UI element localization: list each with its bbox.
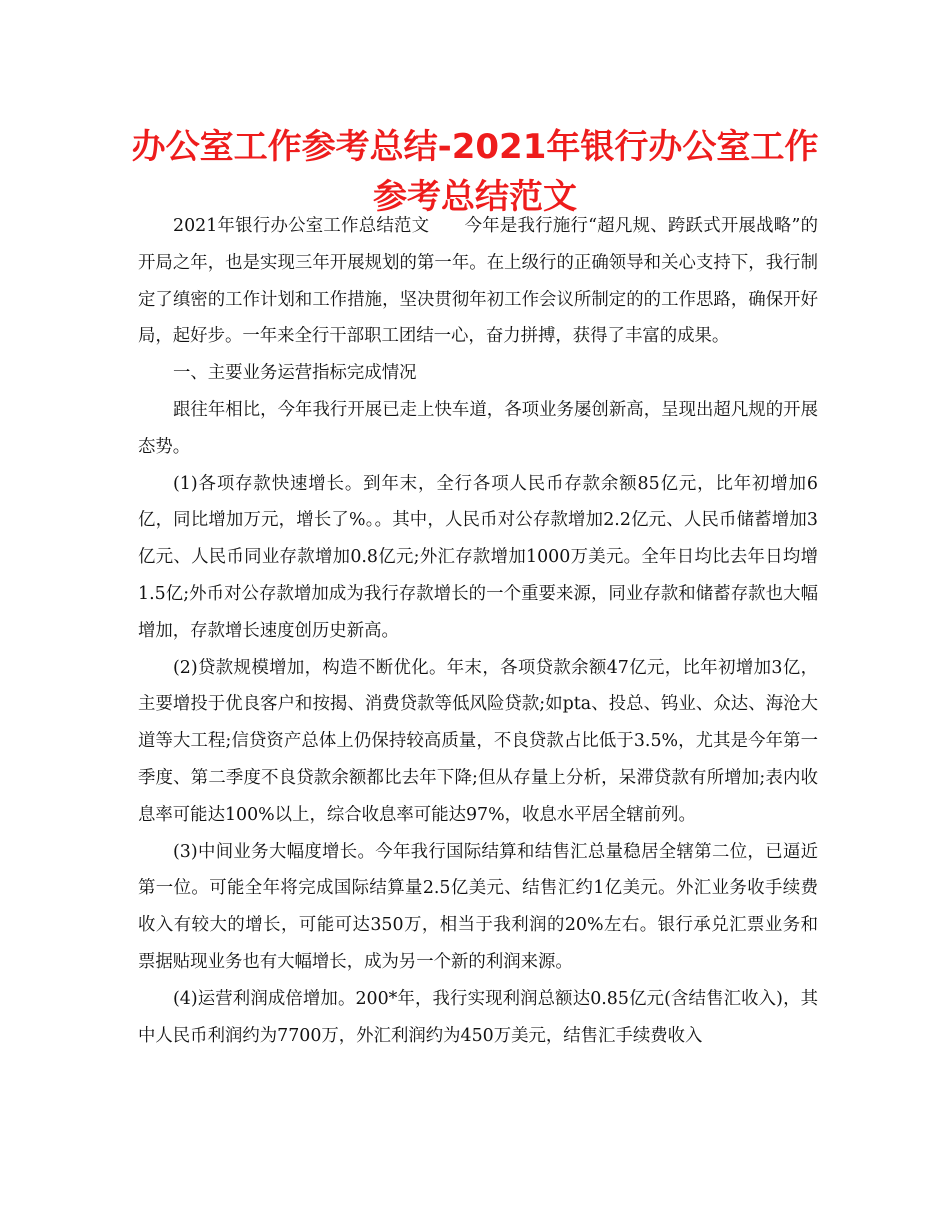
paragraph-deposits: (1)各项存款快速增长。到年末，全行各项人民币存款余额85亿元，比年初增加6亿，同比增加万元，增长了%。。其中，人民币对公存款增加2.2亿元、人民币储蓄增加3亿元、人民币同业存款增加0.8亿元;外汇存款增加1000万美元。全年日均比去年日均增1.5亿;外币对公存款增加成为我行存款增长的一个重要来源，同业存款和储蓄存款也大幅增加，存款增长速度创历史新高。	[138, 473, 818, 641]
paragraph-intro: 2021年银行办公室工作总结范文 今年是我行施行“超凡规、跨跃式开展战略”的开局之年，也是实现三年开展规划的第一年。在上级行的正确领导和关心支持下，我行制定了缜密的工作计划和工作措施，坚决贯彻年初工作会议所制定的的工作思路，确保开好局，起好步。一年来全行干部职工团结一心，奋力拼搏，获得了丰富的成果。	[138, 216, 818, 347]
document-body	[138, 208, 818, 1054]
section-heading: 一、主要业务运营指标完成情况	[173, 363, 417, 384]
paragraph-intermediate-business: (3)中间业务大幅度增长。今年我行国际结算和结售汇总量稳居全辖第二位，已逼近第一位。可能全年将完成国际结算量2.5亿美元、结售汇约1亿美元。外汇业务收手续费收入有较大的增长，可能可达350万，相当于我利润的20%左右。银行承兑汇票业务和票据贴现业务也有大幅增长，成为另一个新的利润来源。	[138, 841, 818, 972]
paragraph-overview: 跟往年相比，今年我行开展已走上快车道，各项业务屡创新高，呈现出超凡规的开展态势。	[138, 399, 818, 457]
document-title: 办公室工作参考总结-2021年银行办公室工作参考总结范文	[131, 127, 819, 217]
paragraph-profit: (4)运营利润成倍增加。200*年，我行实现利润总额达0.85亿元(含结售汇收入)，其中人民币利润约为7700万，外汇利润约为450万美元，结售汇手续费收入	[138, 988, 818, 1046]
paragraph-loans: (2)贷款规模增加，构造不断优化。年末，各项贷款余额47亿元，比年初增加3亿，主要增投于优良客户和按揭、消费贷款等低风险贷款;如pta、投总、钨业、众达、海沧大道等大工程;信贷资产总体上仍保持较高质量，不良贷款占比低于3.5%，尤其是今年第一季度、第二季度不良贷款余额都比去年下降;但从存量上分析，呆滞贷款有所增加;表内收息率可能达100%以上，综合收息率可能达97%，收息水平居全辖前列。	[138, 657, 818, 825]
